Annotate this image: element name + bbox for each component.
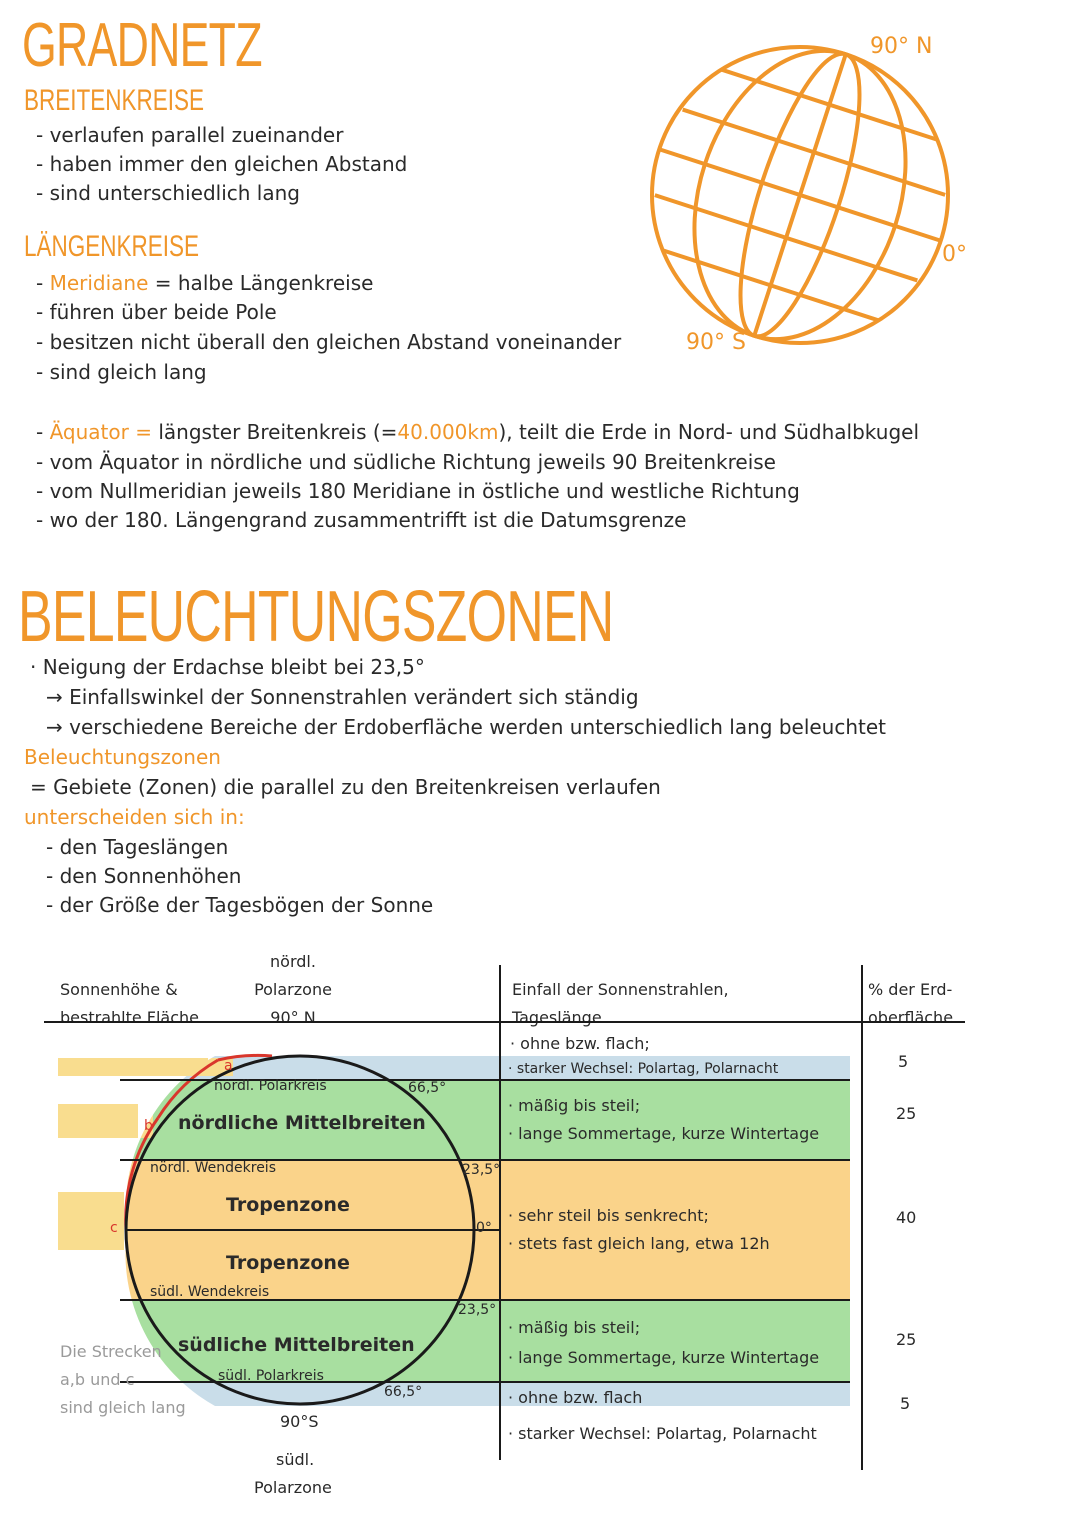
globe-graticule bbox=[640, 30, 980, 360]
differ-item: - den Sonnenhöhen bbox=[46, 864, 242, 888]
label-665-south: 66,5° bbox=[384, 1384, 423, 1400]
row-polar-s-pct: 5 bbox=[900, 1394, 911, 1413]
label-tropenzone-south: Tropenzone bbox=[226, 1252, 350, 1274]
label-mittelbreiten-south: südliche Mittelbreiten bbox=[178, 1334, 415, 1356]
row-tropen-l1: · sehr steil bis senkrecht; bbox=[508, 1206, 709, 1225]
aequator-distance: 40.000km bbox=[397, 420, 499, 444]
fact-line: - vom Nullmeridian jeweils 180 Meridiane in östliche und westliche Richtung bbox=[36, 479, 800, 503]
meridiane-term: Meridiane bbox=[49, 271, 149, 295]
gradnetz-title: GRADNETZ bbox=[22, 11, 262, 80]
differ-item: - der Größe der Tagesbögen der Sonne bbox=[46, 893, 434, 917]
label-a: a bbox=[224, 1058, 233, 1074]
label-south-zone-2: Polarzone bbox=[254, 1478, 332, 1497]
laengenkreise-item: - besitzen nicht überall den gleichen Abstand voneinander bbox=[36, 330, 622, 354]
col-header-line: % der Erd- bbox=[868, 980, 953, 999]
laengenkreise-heading: LÄNGENKREISE bbox=[24, 230, 200, 263]
label-0-deg: 0° bbox=[476, 1220, 492, 1236]
north-zone-line: 90° N bbox=[270, 1008, 316, 1027]
differ-heading: unterscheiden sich in: bbox=[24, 805, 245, 829]
col-header-line: Einfall der Sonnenstrahlen, bbox=[512, 980, 729, 999]
label-wendekreis-north: nördl. Wendekreis bbox=[150, 1160, 276, 1176]
zones-heading: Beleuchtungszonen bbox=[24, 745, 221, 769]
meridiane-definition: = halbe Längenkreise bbox=[154, 271, 374, 295]
row-polar-s-l2: · starker Wechsel: Polartag, Polarnacht bbox=[508, 1424, 817, 1443]
note-line: sind gleich lang bbox=[60, 1398, 186, 1417]
label-235-south: 23,5° bbox=[458, 1302, 497, 1318]
breitenkreise-item: - verlaufen parallel zueinander bbox=[36, 123, 344, 147]
label-wendekreis-south: südl. Wendekreis bbox=[150, 1284, 270, 1300]
beleuchtung-line: · Neigung der Erdachse bleibt bei 23,5° bbox=[30, 655, 425, 679]
row-polar-s-l1: · ohne bzw. flach bbox=[508, 1388, 643, 1407]
meridiane-line: - Meridiane = halbe Längenkreise bbox=[36, 271, 374, 295]
label-polarkreis-south: südl. Polarkreis bbox=[218, 1368, 324, 1384]
label-polarkreis-north: nördl. Polarkreis bbox=[214, 1078, 327, 1094]
label-665-north: 66,5° bbox=[408, 1080, 447, 1096]
label-mittelbreiten-north: nördliche Mittelbreiten bbox=[178, 1112, 426, 1134]
row-tropen-l2: · stets fast gleich lang, etwa 12h bbox=[508, 1234, 770, 1253]
note-strecken bbox=[60, 1338, 186, 1422]
differ-item: - den Tageslängen bbox=[46, 835, 229, 859]
north-zone-line: Polarzone bbox=[254, 980, 332, 999]
breitenkreise-item: - haben immer den gleichen Abstand bbox=[36, 152, 408, 176]
fact-line: - wo der 180. Längengrand zusammentrifft ist die Datumsgrenze bbox=[36, 508, 687, 532]
row-polar-n-pct: 5 bbox=[898, 1052, 909, 1071]
note-line: a,b und c bbox=[60, 1370, 135, 1389]
globe-north-label: 90° N bbox=[870, 34, 933, 59]
band-polar-south bbox=[120, 1382, 850, 1406]
col-header-line: Sonnenhöhe & bbox=[60, 980, 178, 999]
aequator-line: - Äquator = längster Breitenkreis (=40.000km), teilt die Erde in Nord- und Südhalbkugel bbox=[36, 420, 920, 444]
row-polar-n-l2: · starker Wechsel: Polartag, Polarnacht bbox=[508, 1061, 779, 1077]
fact-line: - vom Äquator in nördliche und südliche Richtung jeweils 90 Breitenkreise bbox=[36, 450, 776, 474]
col-header-line: bestrahlte Fläche bbox=[60, 1008, 200, 1027]
north-zone-line: nördl. bbox=[270, 952, 316, 971]
globe-equator-label: 0° bbox=[942, 242, 967, 267]
aequator-term: Äquator bbox=[49, 420, 129, 444]
label-south-zone-1: südl. bbox=[276, 1450, 315, 1469]
label-tropenzone-north: Tropenzone bbox=[226, 1194, 350, 1216]
row-mittel-n-pct: 25 bbox=[896, 1104, 917, 1123]
row-polar-n-l1: · ohne bzw. flach; bbox=[510, 1034, 650, 1053]
note-line: Die Strecken bbox=[60, 1342, 162, 1361]
row-tropen-pct: 40 bbox=[896, 1208, 917, 1227]
label-235-north: 23,5° bbox=[462, 1162, 501, 1178]
globe-south-label: 90° S bbox=[686, 330, 746, 355]
aequator-eq: = bbox=[135, 420, 152, 444]
beleuchtung-line: → Einfallswinkel der Sonnenstrahlen verändert sich ständig bbox=[46, 685, 639, 709]
laengenkreise-item: - führen über beide Pole bbox=[36, 300, 277, 324]
beleuchtung-line: → verschiedene Bereiche der Erdoberfläche werden unterschiedlich lang beleuchtet bbox=[46, 715, 887, 739]
zones-definition: = Gebiete (Zonen) die parallel zu den Breitenkreisen verlaufen bbox=[30, 775, 661, 799]
laengenkreise-item: - sind gleich lang bbox=[36, 360, 207, 384]
aequator-text-2: ), teilt die Erde in Nord- und Südhalbkugel bbox=[498, 420, 920, 444]
aequator-text: längster Breitenkreis (= bbox=[158, 420, 398, 444]
row-mittel-n-l1: · mäßig bis steil; bbox=[508, 1096, 641, 1115]
label-90s: 90°S bbox=[280, 1412, 319, 1431]
row-mittel-s-l1: · mäßig bis steil; bbox=[508, 1318, 641, 1337]
breitenkreise-heading: BREITENKREISE bbox=[24, 84, 205, 117]
row-mittel-s-l2: · lange Sommertage, kurze Wintertage bbox=[508, 1348, 820, 1367]
row-mittel-n-l2: · lange Sommertage, kurze Wintertage bbox=[508, 1124, 820, 1143]
row-mittel-s-pct: 25 bbox=[896, 1330, 917, 1349]
beleuchtung-title: BELEUCHTUNGSZONEN bbox=[18, 577, 614, 657]
col-header-line: oberfläche bbox=[868, 1008, 954, 1027]
breitenkreise-item: - sind unterschiedlich lang bbox=[36, 181, 300, 205]
col-header-line: Tageslänge bbox=[512, 1008, 602, 1027]
label-c: c bbox=[110, 1220, 118, 1236]
label-b: b bbox=[144, 1118, 153, 1134]
